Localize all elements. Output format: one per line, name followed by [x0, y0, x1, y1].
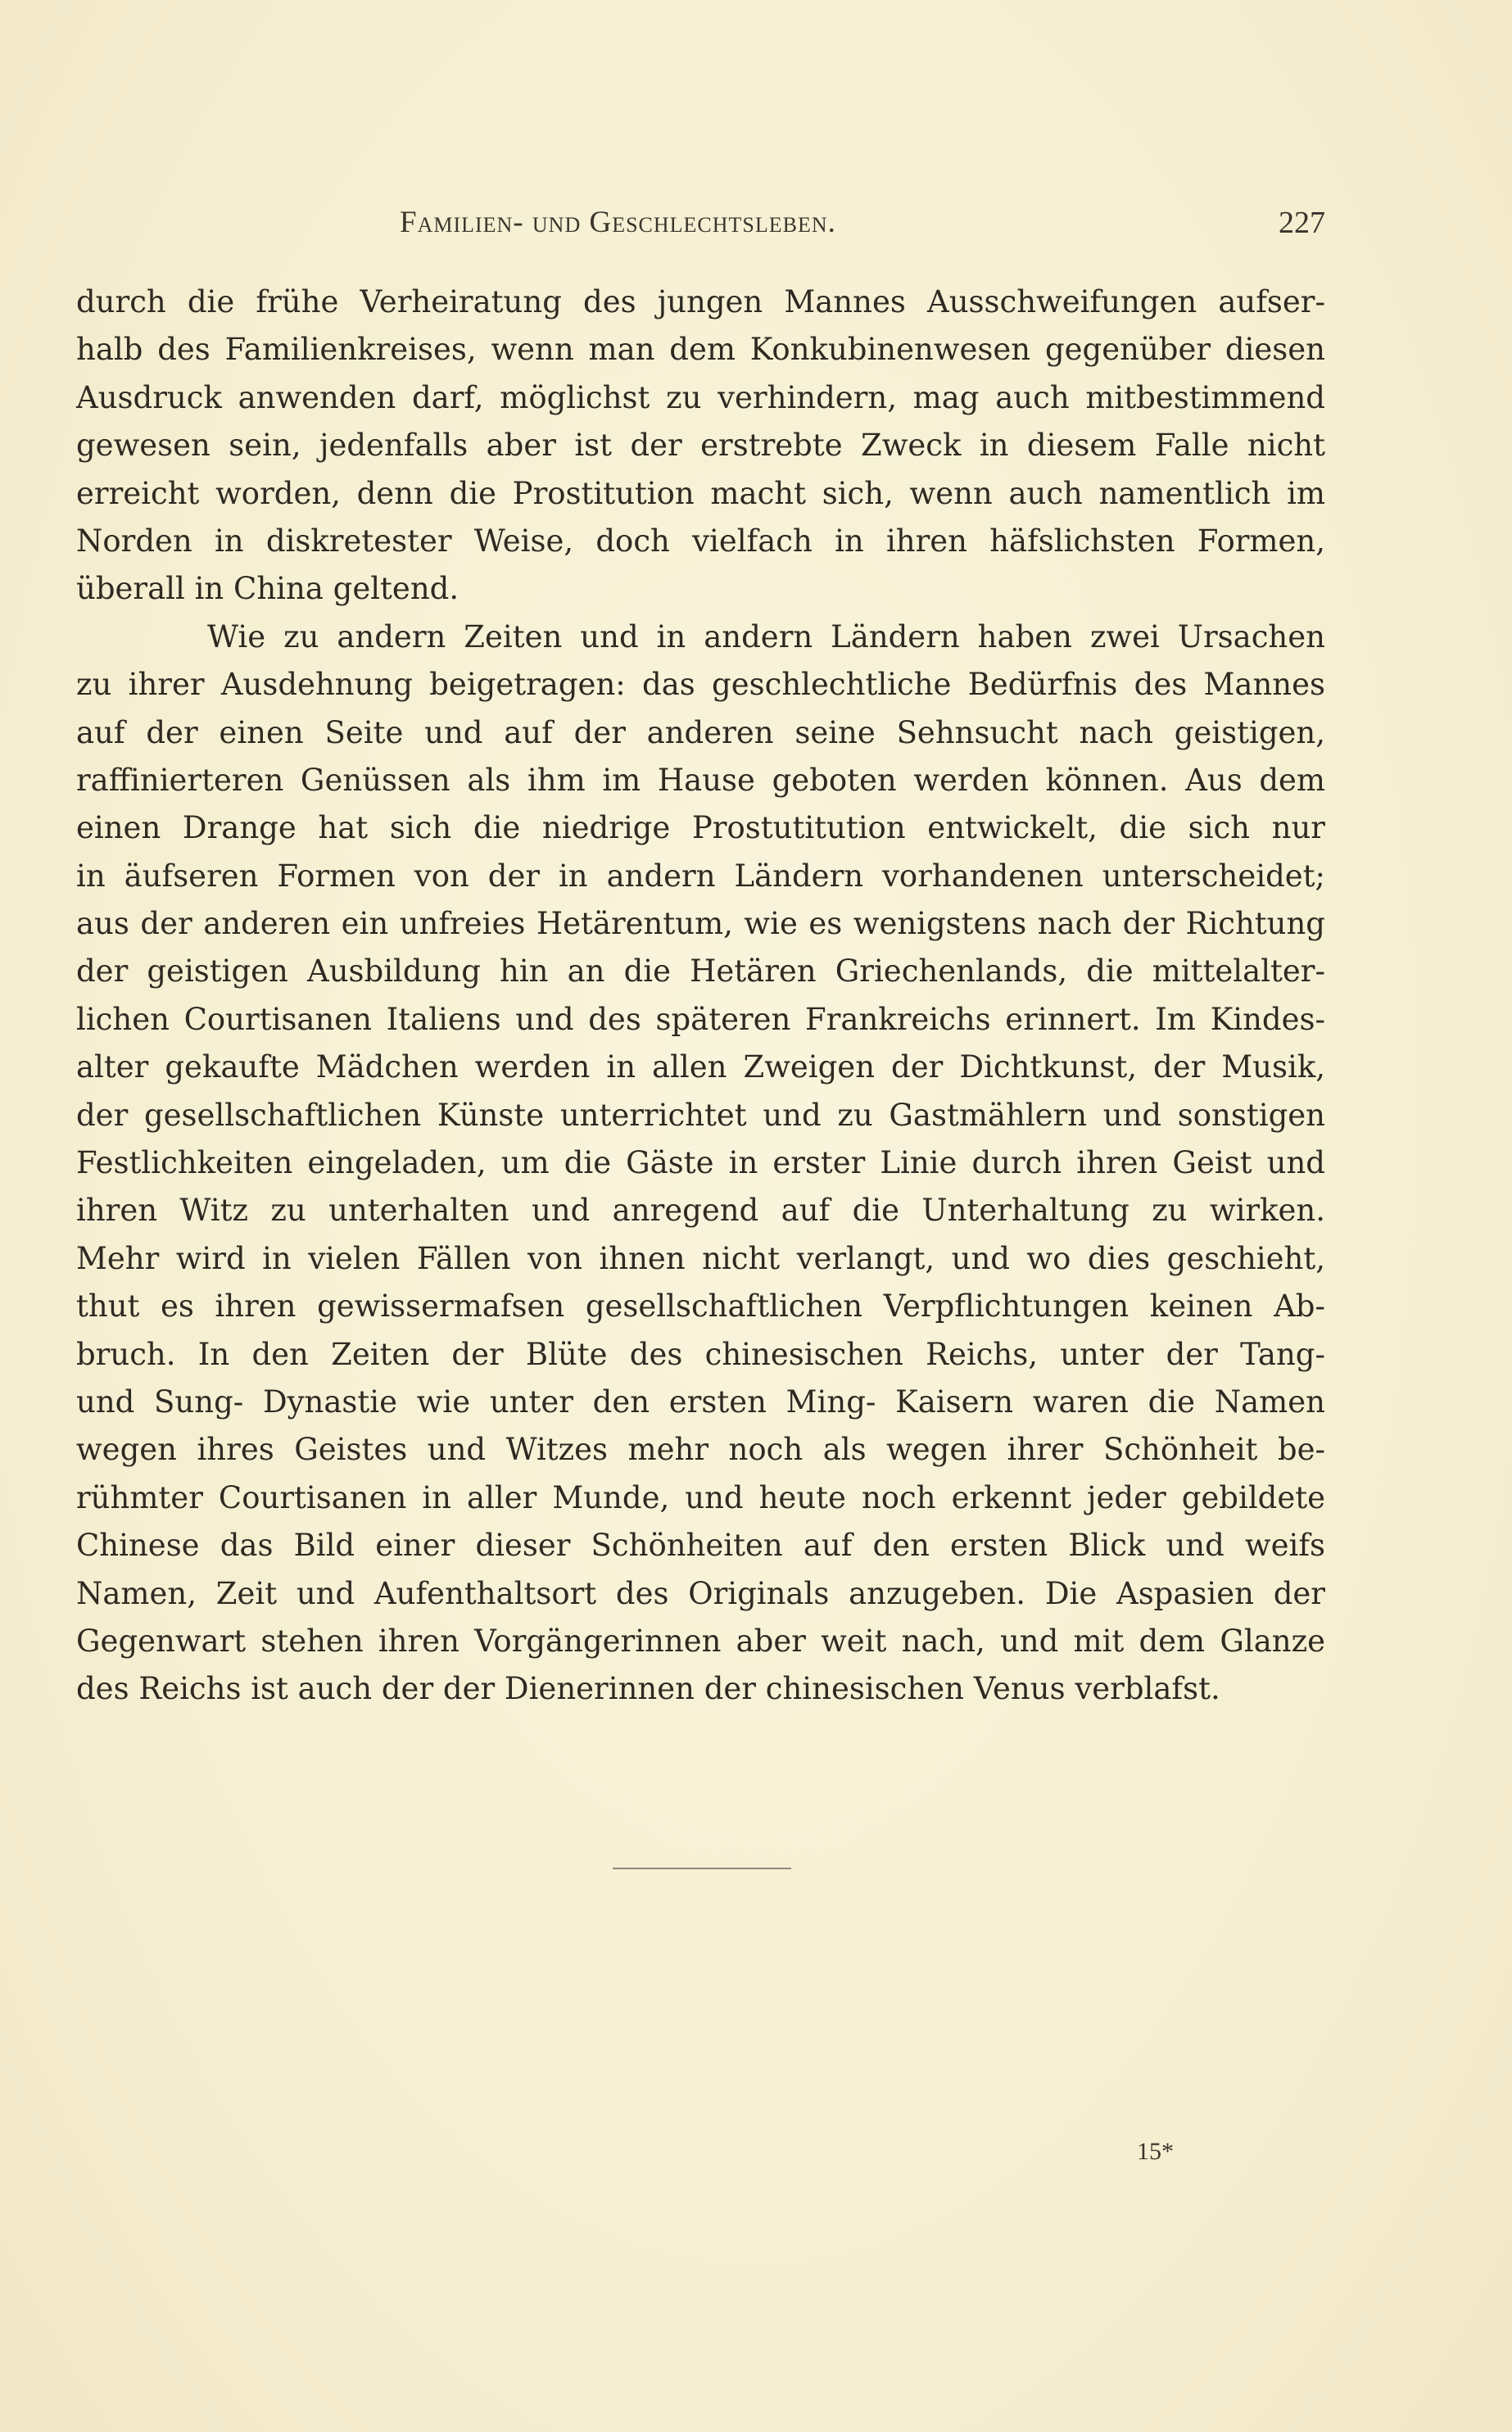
text-line: zu ihrer Ausdehnung beigetragen: das geschlechtliche Bedürfnis des Mannes	[76, 667, 1325, 703]
text-line: Namen, Zeit und Aufenthaltsort des Originals anzugeben. Die Aspasien der	[76, 1575, 1325, 1611]
signature-mark: 15*	[1137, 2138, 1174, 2165]
text-line: Norden in diskretester Weise, doch vielfach in ihren häfslichsten Formen,	[76, 523, 1325, 559]
text-line: Chinese das Bild einer dieser Schönheiten auf den ersten Blick und weifs	[76, 1528, 1325, 1564]
text-line: auf der einen Seite und auf der anderen seine Sehnsucht nach geistigen,	[76, 714, 1325, 750]
text-line: in äufseren Formen von der in andern Ländern vorhandenen unterscheidet;	[76, 858, 1325, 894]
text-line: der geistigen Ausbildung hin an die Hetären Griechenlands, die mittelalter-	[76, 953, 1325, 990]
text-line: halb des Familienkreises, wenn man dem Konkubinenwesen gegenüber diesen	[76, 332, 1325, 368]
text-line: Festlichkeiten eingeladen, um die Gäste in erster Linie durch ihren Geist und	[76, 1145, 1325, 1181]
text-line: der gesellschaftlichen Künste unterrichtet und zu Gastmählern und sonstigen	[76, 1097, 1325, 1133]
text-line: wegen ihres Geistes und Witzes mehr noch als wegen ihrer Schönheit be-	[76, 1432, 1325, 1468]
text-line: raffinierteren Genüssen als ihm im Hause geboten werden können. Aus dem	[76, 762, 1325, 798]
text-line: lichen Courtisanen Italiens und des späteren Frankreichs erinnert. Im Kindes-	[76, 1001, 1325, 1037]
text-line: bruch. In den Zeiten der Blüte des chinesischen Reichs, unter der Tang-	[76, 1336, 1325, 1372]
text-line: des Reichs ist auch der der Dienerinnen der chinesischen Venus verblafst.	[76, 1671, 1220, 1707]
running-head	[400, 205, 1325, 254]
text-line: einen Drange hat sich die niedrige Prostutitution entwickelt, die sich nur	[76, 810, 1325, 846]
text-line: und Sung- Dynastie wie unter den ersten Ming- Kaisern waren die Namen	[76, 1384, 1325, 1420]
page-number: 227	[1279, 206, 1325, 240]
text-line: Mehr wird in vielen Fällen von ihnen nicht verlangt, und wo dies geschieht,	[76, 1240, 1325, 1276]
text-line: Ausdruck anwenden darf, möglichst zu verhindern, mag auch mitbestimmend	[76, 379, 1325, 415]
text-line: Wie zu andern Zeiten und in andern Ländern haben zwei Ursachen	[207, 618, 1325, 654]
body-text	[76, 279, 1325, 1714]
text-line: gewesen sein, jedenfalls aber ist der erstrebte Zweck in diesem Falle nicht	[76, 428, 1325, 464]
text-line: aus der anderen ein unfreies Hetärentum, wie es wenigstens nach der Richtung	[76, 906, 1325, 942]
text-line: erreicht worden, denn die Prostitution macht sich, wenn auch namentlich im	[76, 475, 1325, 511]
text-line: ihren Witz zu unterhalten und anregend auf die Unterhaltung zu wirken.	[76, 1193, 1325, 1229]
section-divider	[613, 1868, 791, 1869]
text-line: rühmter Courtisanen in aller Munde, und heute noch erkennt jeder gebildete	[76, 1479, 1325, 1515]
running-title: Familien- und Geschlechtsleben.	[400, 206, 836, 239]
text-line: überall in China geltend.	[76, 571, 459, 607]
text-line: Gegenwart stehen ihren Vorgängerinnen aber weit nach, und mit dem Glanze	[76, 1623, 1325, 1659]
text-line: alter gekaufte Mädchen werden in allen Zweigen der Dichtkunst, der Musik,	[76, 1049, 1325, 1085]
text-line: thut es ihren gewissermafsen gesellschaftlichen Verpflichtungen keinen Ab-	[76, 1288, 1325, 1325]
text-line: durch die frühe Verheiratung des jungen Mannes Ausschweifungen aufser-	[76, 284, 1325, 319]
